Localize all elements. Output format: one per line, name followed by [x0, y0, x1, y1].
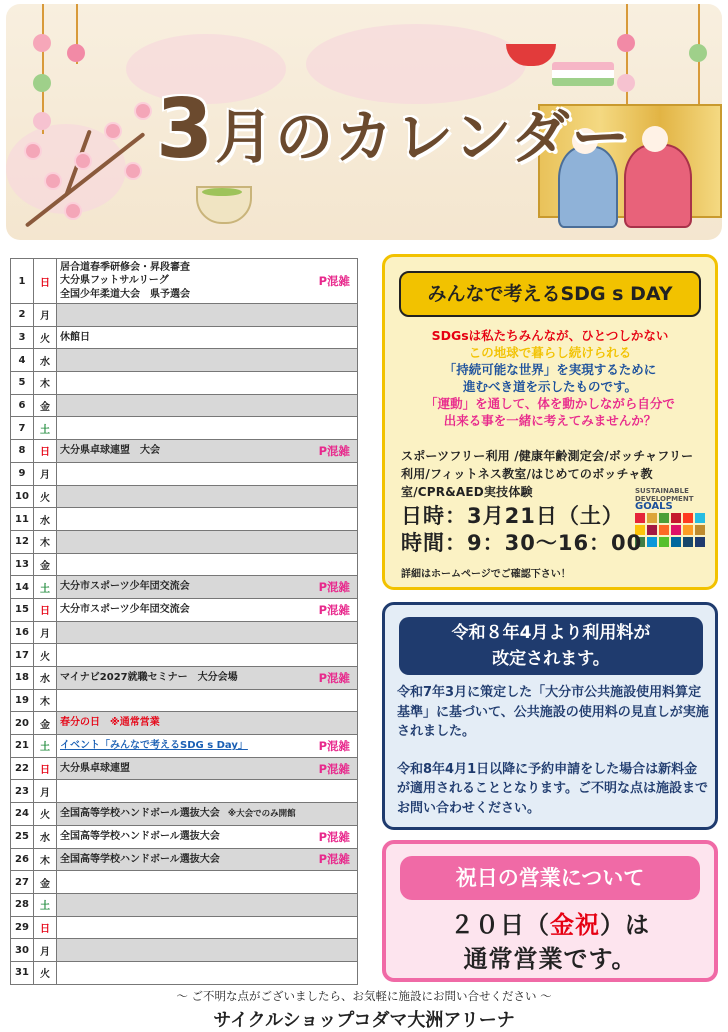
event-text: 全国高等学校ハンドボール選抜大会 — [60, 853, 220, 865]
event-text: 大分県卓球連盟 — [60, 762, 130, 774]
event-calendar-table — [10, 258, 358, 985]
goal-icon — [695, 513, 705, 523]
event-text: 大分市スポーツ少年団交流会 — [60, 581, 190, 593]
sdgs-note: 詳細はホームページでご確認下さい！ — [401, 569, 571, 580]
calendar-row — [11, 508, 358, 531]
calendar-row — [11, 485, 358, 508]
calendar-events — [57, 735, 358, 758]
calendar-day: 2 — [11, 304, 34, 327]
calendar-day: 15 — [11, 598, 34, 621]
goal-icon — [695, 525, 705, 535]
calendar-events — [57, 871, 358, 894]
event-text: マイナビ2027就職セミナー 大分会場 — [60, 672, 238, 684]
sdgs-day-title: みんなで考えるSDG s DAY — [399, 271, 701, 317]
sdgs-day-lead — [385, 327, 715, 429]
event-text: 全国少年柔道大会 県予選会 — [60, 288, 190, 300]
calendar-events — [57, 803, 358, 826]
sdgs-activities: スポーツフリー利用 /健康年齢測定会/ボッチャフリー利用/フィットネス教室/はじめてのボッチャ教室/CPR&AED実技体験 — [401, 449, 694, 499]
calendar-day: 17 — [11, 644, 34, 667]
lead-line: 「運動」を通して、体を動かしながら自分で — [425, 396, 675, 411]
calendar-row — [11, 757, 358, 780]
calendar-row — [11, 939, 358, 962]
calendar-day: 3 — [11, 326, 34, 349]
goal-icon — [671, 525, 681, 535]
calendar-events — [57, 553, 358, 576]
fee-paragraph: 令和7年3月に策定した「大分市公共施設使用料算定基準」に基づいて、公共施設の使用料の見直しが実施されました。 — [397, 685, 709, 739]
calendar-day: 9 — [11, 462, 34, 485]
footer-brand: サイクルショップコダマ大洲アリーナ — [213, 1010, 515, 1031]
calendar-events — [57, 644, 358, 667]
event-text: 休館日 — [60, 331, 90, 343]
goal-icon — [659, 513, 669, 523]
calendar-weekday: 月 — [34, 939, 57, 962]
calendar-row — [11, 598, 358, 621]
calendar-day: 19 — [11, 689, 34, 712]
lead-line: 出来る事を一緒に考えてみませんか？ — [443, 413, 657, 428]
goal-icon — [647, 513, 657, 523]
calendar-weekday: 木 — [34, 530, 57, 553]
calendar-events — [57, 508, 358, 531]
calendar-row — [11, 576, 358, 599]
calendar-events — [57, 462, 358, 485]
calendar-day: 5 — [11, 372, 34, 395]
calendar-day: 10 — [11, 485, 34, 508]
matcha-surface — [202, 188, 242, 196]
parking-crowded-badge: P混雑 — [318, 602, 350, 617]
calendar-weekday: 土 — [34, 735, 57, 758]
calendar-row — [11, 259, 358, 304]
calendar-day: 7 — [11, 417, 34, 440]
event-text: 大分市スポーツ少年団交流会 — [60, 604, 190, 616]
calendar-weekday: 月 — [34, 304, 57, 327]
calendar-events — [57, 304, 358, 327]
holiday-business-title: 祝日の営業について — [400, 856, 700, 900]
calendar-weekday: 日 — [34, 916, 57, 939]
calendar-row — [11, 916, 358, 939]
calendar-weekday: 木 — [34, 689, 57, 712]
calendar-events — [57, 757, 358, 780]
calendar-weekday: 金 — [34, 394, 57, 417]
parking-crowded-badge: P混雑 — [318, 761, 350, 776]
calendar-row — [11, 417, 358, 440]
calendar-events — [57, 667, 358, 690]
calendar-row — [11, 621, 358, 644]
footer-note: 〜 ご不明な点がございましたら、お気軽に施設にお問い合せください 〜 — [176, 989, 552, 1003]
goal-icon — [647, 525, 657, 535]
parking-crowded-badge: P混雑 — [318, 580, 350, 595]
calendar-day: 28 — [11, 893, 34, 916]
cloud-decoration — [6, 124, 126, 214]
event-text: 全国高等学校ハンドボール選抜大会 — [60, 807, 220, 819]
lead-line: この地球で暮らし続けられる — [468, 345, 632, 360]
calendar-weekday: 水 — [34, 667, 57, 690]
page-title: 3月のカレンダー — [156, 82, 632, 177]
calendar-events — [57, 349, 358, 372]
calendar-weekday: 火 — [34, 961, 57, 984]
calendar-day: 8 — [11, 440, 34, 463]
calendar-row — [11, 304, 358, 327]
fee-paragraph: 令和8年4月1日以降に予約申請をした場合は新料金が適用されることとなります。ご不明な点は施設までお問い合わせください。 — [397, 761, 708, 816]
event-text[interactable]: イベント「みんなで考えるSDG s Day」 — [60, 740, 248, 752]
calendar-day: 31 — [11, 961, 34, 984]
calendar-weekday: 水 — [34, 349, 57, 372]
calendar-events — [57, 598, 358, 621]
calendar-day: 24 — [11, 803, 34, 826]
calendar-day: 25 — [11, 825, 34, 848]
calendar-row — [11, 803, 358, 826]
calendar-row — [11, 825, 358, 848]
calendar-events — [57, 848, 358, 871]
calendar-events — [57, 621, 358, 644]
parking-crowded-badge: P混雑 — [318, 829, 350, 844]
goal-icon — [671, 537, 681, 547]
sdgs-goals-logo — [635, 487, 711, 547]
calendar-weekday: 日 — [34, 757, 57, 780]
goal-icon — [683, 513, 693, 523]
parking-crowded-badge: P混雑 — [318, 670, 350, 685]
holiday-business-body: ２０日（金祝）は 通常営業です。 — [450, 911, 650, 973]
calendar-events — [57, 394, 358, 417]
calendar-weekday: 火 — [34, 644, 57, 667]
event-text: 全国高等学校ハンドボール選抜大会 — [60, 830, 220, 842]
calendar-row — [11, 780, 358, 803]
calendar-events — [57, 326, 358, 349]
calendar-weekday: 金 — [34, 553, 57, 576]
calendar-events — [57, 916, 358, 939]
calendar-row — [11, 553, 358, 576]
header-banner — [6, 4, 722, 240]
calendar-events — [57, 712, 358, 735]
calendar-weekday: 火 — [34, 485, 57, 508]
event-text: 大分県フットサルリーグ — [60, 275, 169, 287]
calendar-weekday: 日 — [34, 259, 57, 304]
calendar-events — [57, 689, 358, 712]
calendar-events — [57, 259, 358, 304]
calendar-weekday: 木 — [34, 372, 57, 395]
parking-crowded-badge: P混雑 — [318, 852, 350, 867]
event-text: 春分の日 ※通常営業 — [60, 717, 160, 729]
calendar-events — [57, 961, 358, 984]
sdgs-day-panel — [382, 254, 718, 590]
calendar-events — [57, 939, 358, 962]
calendar-day: 26 — [11, 848, 34, 871]
calendar-weekday: 水 — [34, 508, 57, 531]
calendar-weekday: 水 — [34, 825, 57, 848]
goal-icon — [659, 537, 669, 547]
lead-line: SDGsは私たちみんなが、ひとつしかない — [431, 328, 669, 343]
calendar-day: 21 — [11, 735, 34, 758]
calendar-day: 13 — [11, 553, 34, 576]
calendar-day: 4 — [11, 349, 34, 372]
calendar-events — [57, 780, 358, 803]
calendar-row — [11, 530, 358, 553]
goals-icon-grid — [635, 513, 711, 547]
calendar-day: 1 — [11, 259, 34, 304]
goal-icon — [647, 537, 657, 547]
calendar-events — [57, 440, 358, 463]
event-text: 居合道春季研修会・昇段審査 — [60, 261, 190, 273]
calendar-weekday: 金 — [34, 871, 57, 894]
event-text: 大分県卓球連盟 大会 — [60, 445, 160, 457]
fee-revision-body — [397, 683, 709, 836]
calendar-row — [11, 735, 358, 758]
calendar-weekday: 日 — [34, 440, 57, 463]
calendar-day: 16 — [11, 621, 34, 644]
parking-crowded-badge: P混雑 — [318, 274, 350, 288]
goal-icon — [659, 525, 669, 535]
calendar-weekday: 土 — [34, 893, 57, 916]
event-date: 日時：3月21日（土） — [401, 504, 624, 528]
calendar-row — [11, 689, 358, 712]
lead-line: 進むべき道を示したものです。 — [462, 379, 637, 394]
calendar-day: 23 — [11, 780, 34, 803]
calendar-weekday: 木 — [34, 848, 57, 871]
calendar-row — [11, 462, 358, 485]
goal-icon — [671, 513, 681, 523]
calendar-weekday: 日 — [34, 598, 57, 621]
calendar-row — [11, 440, 358, 463]
calendar-weekday: 金 — [34, 712, 57, 735]
calendar-weekday: 土 — [34, 417, 57, 440]
calendar-row — [11, 893, 358, 916]
calendar-day: 18 — [11, 667, 34, 690]
calendar-row — [11, 712, 358, 735]
calendar-day: 20 — [11, 712, 34, 735]
fee-revision-title: 令和８年4月より利用料が 改定されます。 — [399, 617, 703, 675]
calendar-weekday: 月 — [34, 621, 57, 644]
calendar-events — [57, 530, 358, 553]
calendar-row — [11, 848, 358, 871]
calendar-day: 11 — [11, 508, 34, 531]
goal-icon — [695, 537, 705, 547]
calendar-events — [57, 893, 358, 916]
calendar-events — [57, 825, 358, 848]
goal-icon — [683, 537, 693, 547]
calendar-row — [11, 667, 358, 690]
calendar-weekday: 土 — [34, 576, 57, 599]
goals-label: SUSTAINABLE DEVELOPMENT GOALS — [635, 487, 694, 512]
calendar-row — [11, 372, 358, 395]
calendar-events — [57, 417, 358, 440]
calendar-day: 6 — [11, 394, 34, 417]
calendar-row — [11, 961, 358, 984]
event-time: 時間：9：30〜16：00 — [401, 531, 643, 555]
calendar-events — [57, 576, 358, 599]
calendar-row — [11, 644, 358, 667]
parking-crowded-badge: P混雑 — [318, 738, 350, 753]
calendar-weekday: 月 — [34, 462, 57, 485]
calendar-day: 14 — [11, 576, 34, 599]
calendar-weekday: 火 — [34, 326, 57, 349]
calendar-day: 27 — [11, 871, 34, 894]
calendar-events — [57, 485, 358, 508]
calendar-day: 29 — [11, 916, 34, 939]
calendar-day: 30 — [11, 939, 34, 962]
lead-line: 「持続可能な世界」を実現するために — [443, 362, 657, 377]
calendar-row — [11, 349, 358, 372]
calendar-row — [11, 871, 358, 894]
calendar-day: 22 — [11, 757, 34, 780]
event-note: ※大会でのみ開館 — [227, 808, 296, 819]
calendar-day: 12 — [11, 530, 34, 553]
calendar-events — [57, 372, 358, 395]
fee-revision-panel — [382, 602, 718, 830]
goal-icon — [683, 525, 693, 535]
calendar-row — [11, 394, 358, 417]
sdgs-datetime — [401, 503, 642, 557]
calendar-row — [11, 326, 358, 349]
parking-crowded-badge: P混雑 — [318, 443, 350, 458]
holiday-business-panel — [382, 840, 718, 982]
hina-doll-empress — [624, 144, 692, 228]
calendar-weekday: 月 — [34, 780, 57, 803]
doll-face — [642, 126, 668, 152]
calendar-weekday: 火 — [34, 803, 57, 826]
